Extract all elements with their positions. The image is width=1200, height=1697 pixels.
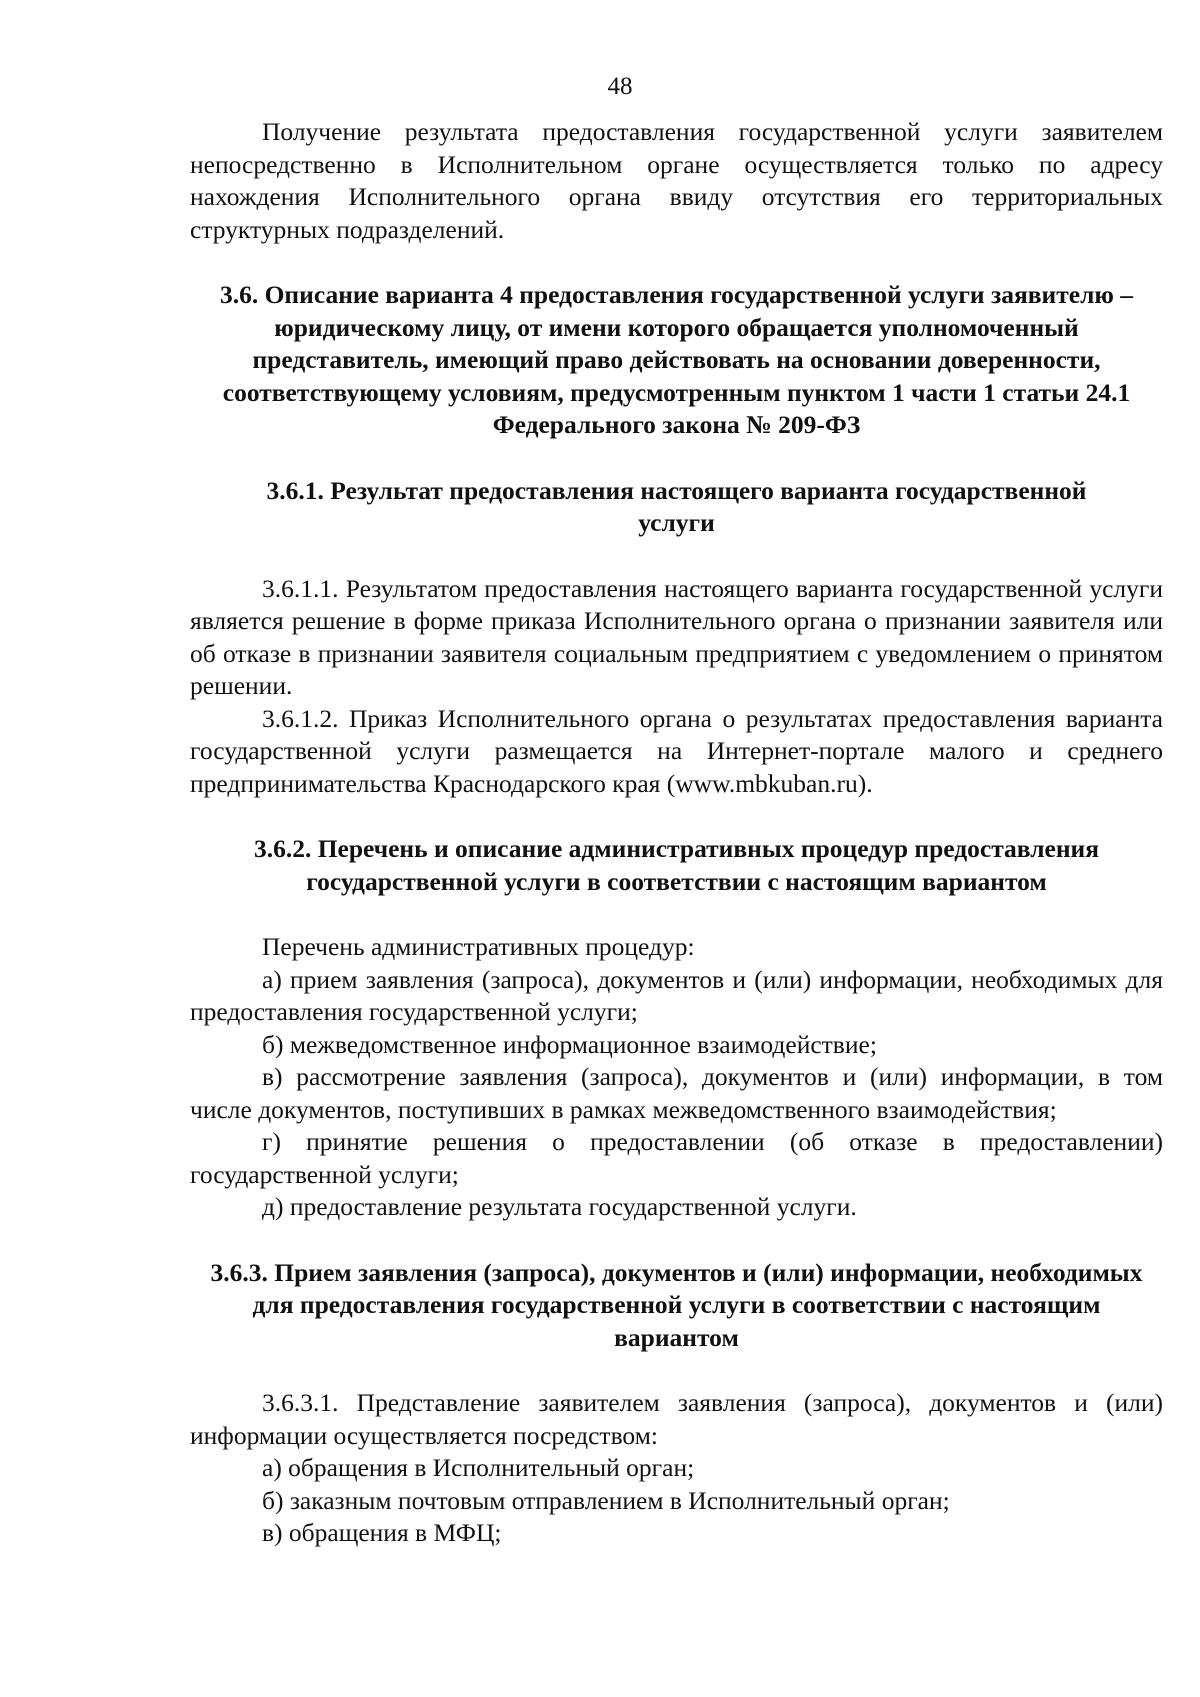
section-3-6-2-heading: 3.6.2. Перечень и описание административных процедур предоставления государственной услуги в соответствии с настоящим вариантом: [253, 834, 1100, 896]
procedure-item-d: д) предоставление результата государственной услуги.: [262, 1192, 857, 1221]
submission-item-a: а) обращения в Исполнительный орган;: [262, 1453, 695, 1482]
submission-item-v: в) обращения в МФЦ;: [262, 1518, 502, 1547]
paragraph-3-6-1-2: 3.6.1.2. Приказ Исполнительного органа о результатах предоставления варианта государственной услуги размещается на Интернет-портале малого и среднего предпринимательства Краснодарского края (www.mbkuban.ru).: [190, 703, 1163, 798]
procedures-intro: Перечень административных процедур:: [262, 932, 695, 961]
procedure-item-a: а) прием заявления (запроса), документов и (или) информации, необходимых для предоставления государственной услуги;: [190, 964, 1163, 1026]
section-3-6-3-heading: 3.6.3. Прием заявления (запроса), документов и (или) информации, необходимых для предоставления государственной услуги в соответствии с настоящим вариантом: [210, 1257, 1143, 1352]
procedure-item-v: в) рассмотрение заявления (запроса), документов и (или) информации, в том числе документов, поступивших в рамках межведомственного взаимодействия;: [190, 1062, 1163, 1124]
section-3-6-1-heading: 3.6.1. Результат предоставления настоящего варианта государственной услуги: [266, 475, 1087, 537]
page-number: 48: [607, 73, 633, 100]
procedure-item-b: б) межведомственное информационное взаимодействие;: [262, 1029, 877, 1059]
intro-paragraph: Получение результата предоставления государственной услуги заявителем непосредственно в Исполнительном органе осуществляется только по адресу нахождения Исполнительного органа ввиду отсутствия его территориальных структурных подразделений.: [190, 117, 1163, 244]
submission-item-b: б) заказным почтовым отправлением в Исполнительный орган;: [262, 1485, 950, 1515]
paragraph-3-6-3-1: 3.6.3.1. Представление заявителем заявления (запроса), документов и (или) информации осуществляется посредством:: [190, 1388, 1163, 1450]
paragraph-3-6-1-1: 3.6.1.1. Результатом предоставления настоящего варианта государственной услуги является решение в форме приказа Исполнительного органа о признании заявителя или об отказе в признании заявителя социальным предприятием с уведомлением о принятом решении.: [190, 573, 1163, 700]
procedure-item-g: г) принятие решения о предоставлении (об отказе в предоставлении) государственной услуги;: [190, 1127, 1163, 1189]
section-3-6-heading: 3.6. Описание варианта 4 предоставления государственной услуги заявителю – юридическому лицу, от имени которого обращается уполномоченный представитель, имеющий право действовать на основании доверенности, соответствующему условиям, предусмотренным пунктом 1 части 1 статьи 24.1 Федерального закона № 209-ФЗ: [219, 280, 1134, 439]
document-body: [190, 116, 1163, 1550]
